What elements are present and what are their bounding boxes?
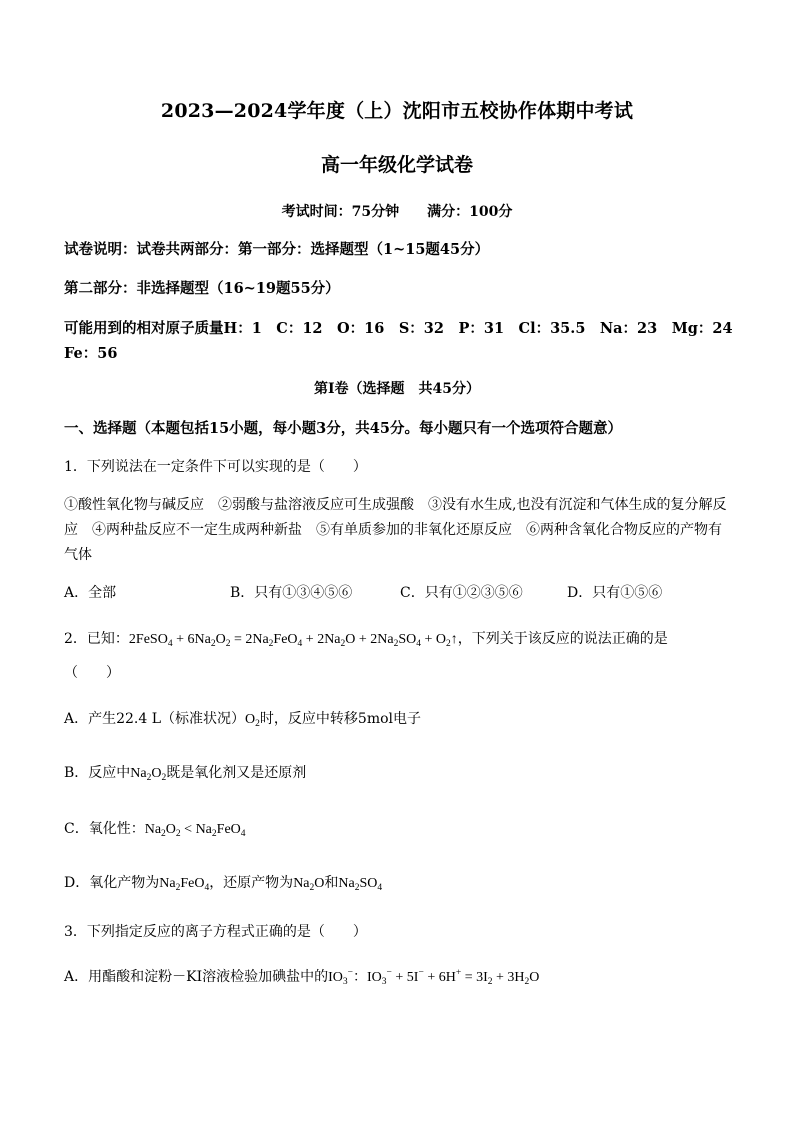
atomic-mass-line-2: Fe：56 xyxy=(64,345,118,362)
volume-heading: 第Ⅰ卷（选择题 共45分） xyxy=(313,381,481,397)
question-1-stem: 1．下列说法在一定条件下可以实现的是（ ） xyxy=(64,459,367,475)
o2-formula: $O_2$ xyxy=(245,712,260,729)
question-2-option-d-and: 和 xyxy=(324,875,339,891)
instructions-line-1: 试卷说明：试卷共两部分：第一部分：选择题型（1~15题45分） xyxy=(64,241,490,258)
question-1-option-c: C．只有①②③⑤⑥ xyxy=(400,585,523,601)
question-2-option-a-suffix: 时，反应中转移5mol电子 xyxy=(259,711,421,727)
iodate-ion: $IO_3^-$ xyxy=(328,968,353,987)
question-3-option-a: A．用酯酸和淀粉－KI溶液检验加碘盐中的$IO_3^-$：$IO_3^- + 5I^- + 6H^+ = 3I_2 + 3H_2O$ xyxy=(64,968,540,987)
question-2-option-d-mid: ，还原产物为 xyxy=(209,875,294,891)
question-2-equation: 2FeSO$_4$ + $6Na_2O_2 = 2Na_2FeO_4 + 2Na_2O + 2Na_2SO_4$ + $O_2↑$ xyxy=(128,632,458,649)
question-2-paren: （ ） xyxy=(64,665,120,681)
question-1-items-line-1: ①酸性氧化物与碱反应 ②弱酸与盐溶液反应可生成强酸 ③没有水生成,也没有沉淀和气体生成的复分解反 xyxy=(64,497,727,513)
question-2-option-b-prefix: B．反应中 xyxy=(64,765,131,781)
atomic-mass-line: 可能用到的相对原子质量H：1 C：12 O：16 S：32 P：31 Cl：35.5 Na：23 Mg：24 xyxy=(64,320,733,337)
question-2-stem xyxy=(64,628,668,648)
question-1-option-d: D．只有①⑤⑥ xyxy=(567,585,663,601)
question-1-option-a: A．全部 xyxy=(64,585,117,601)
ionic-equation: $IO_3^- + 5I^- + 6H^+ = 3I_2 + 3H_2O$ xyxy=(367,968,540,987)
question-1-option-b: B．只有①③④⑤⑥ xyxy=(230,585,353,601)
question-2-option-d-prefix: D．氧化产物为 xyxy=(64,875,160,891)
question-2-option-a-prefix: A．产生22.4 L（标准状况） xyxy=(64,711,246,727)
question-2-option-c xyxy=(64,818,246,838)
na2o2-formula: $Na_2O_2$ xyxy=(130,766,167,783)
question-1-items-line-3: 气体 xyxy=(64,547,92,563)
na2o-formula: $Na_2O$ xyxy=(293,876,325,893)
na2so4-formula: $Na_2SO_4$ xyxy=(338,876,383,893)
question-2-option-c-prefix: C．氧化性： xyxy=(64,821,145,837)
question-2-option-b xyxy=(64,762,306,782)
question-3-stem: 3．下列指定反应的离子方程式正确的是（ ） xyxy=(64,924,367,940)
question-1-items-line-2: 应 ④两种盐反应不一定生成两种新盐 ⑤有单质参加的非氧化还原反应 ⑥两种含氧化合物反应的产物有 xyxy=(64,522,722,538)
section-heading: 一、选择题（本题包括15小题，每小题3分，共45分。每小题只有一个选项符合题意） xyxy=(64,420,622,437)
question-2-stem-prefix: 2．已知： xyxy=(64,631,129,647)
question-2-option-b-suffix: 既是氧化剂又是还原剂 xyxy=(166,765,307,781)
na2feo4-formula: $Na_2FeO_4$ xyxy=(159,876,210,893)
question-2-stem-suffix: ，下列关于该反应的说法正确的是 xyxy=(457,631,668,647)
oxidizing-comparison: $Na_2O_2 < Na_2FeO_4$ xyxy=(144,822,246,839)
exam-time-score: 考试时间：75分钟 满分：100分 xyxy=(281,204,513,220)
exam-title: 2023—2024学年度（上）沈阳市五校协作体期中考试 xyxy=(160,100,634,122)
instructions-line-2: 第二部分：非选择题型（16~19题55分） xyxy=(64,280,340,297)
question-2-option-d xyxy=(64,872,382,892)
question-3-option-a-prefix: A．用酯酸和淀粉－KI溶液检验加碘盐中的 xyxy=(64,969,329,985)
exam-subtitle: 高一年级化学试卷 xyxy=(320,154,473,176)
question-2-option-a xyxy=(64,708,421,728)
